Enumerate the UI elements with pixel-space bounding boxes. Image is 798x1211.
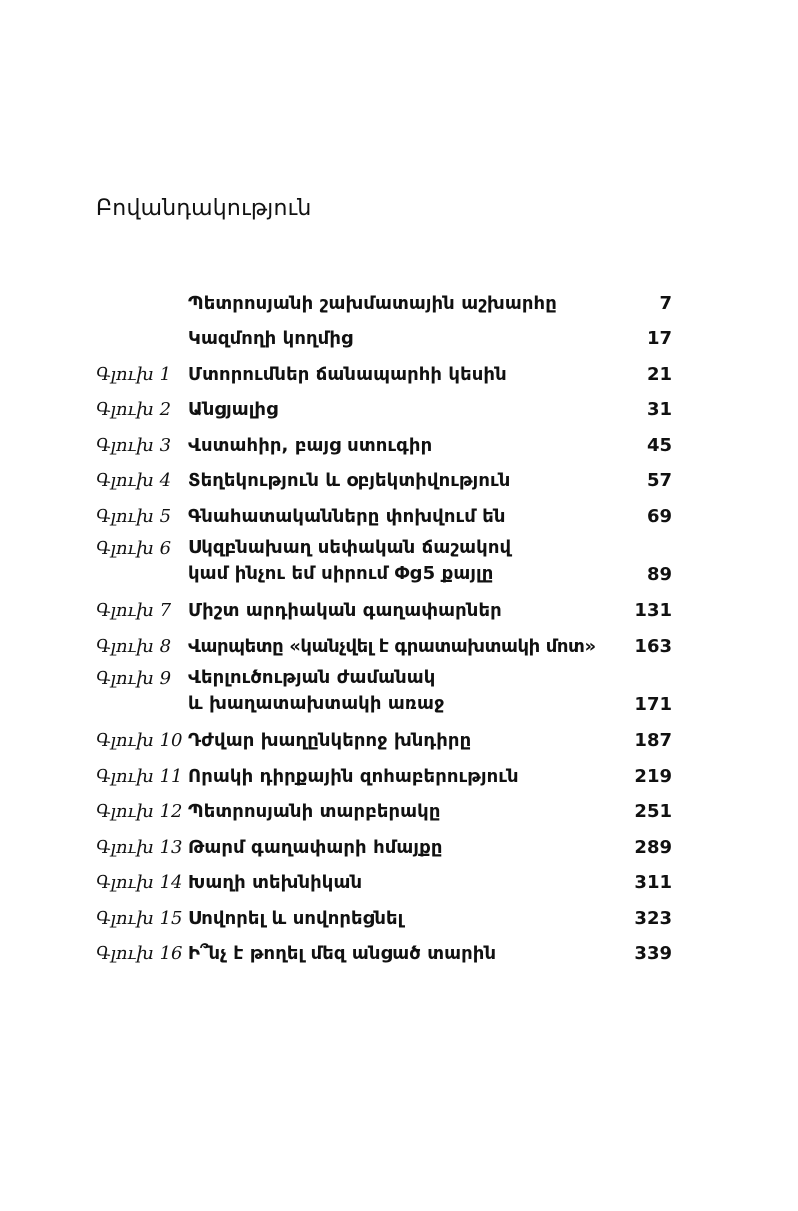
toc-entry[interactable] (96, 935, 672, 971)
entry-title-line: Միշտ արդիական գաղափարներ (188, 600, 502, 621)
page-number: 17 (646, 328, 672, 349)
chapter-label: Գլուխ 9 (96, 667, 172, 689)
entry-title (188, 325, 612, 355)
entry-title (188, 663, 612, 719)
page-number: 131 (634, 600, 672, 621)
chapter-label: Գլուխ 16 (96, 943, 183, 964)
entry-title-line: Վստահիր, բայց ստուգիր (188, 434, 433, 456)
chapter-label: Գլուխ 4 (96, 470, 172, 491)
chapter-label: Գլուխ 7 (96, 600, 172, 621)
toc-entry[interactable] (96, 426, 672, 462)
page-number: 7 (659, 292, 672, 314)
toc-entry[interactable] (96, 355, 672, 391)
entry-title (188, 290, 612, 320)
toc-entry[interactable] (96, 793, 672, 829)
chapter-label: Գլուխ 10 (96, 730, 183, 751)
page-number: 289 (634, 836, 672, 858)
entry-title-line: Թարմ գաղափարի հմայքը (188, 836, 443, 858)
entry-title-line: կամ ինչու եմ սիրում Փg5 քայլը (188, 562, 494, 584)
page-number: 21 (646, 363, 672, 385)
toc-entry[interactable] (96, 462, 672, 498)
page-number: 323 (634, 907, 672, 929)
toc-entry[interactable] (96, 663, 672, 722)
page-number: 89 (646, 563, 672, 585)
entry-title (188, 396, 612, 426)
chapter-label: Գլուխ 14 (96, 872, 183, 893)
chapter-label: Գլուխ 3 (96, 434, 172, 456)
entry-title-line: Դժվար խաղընկերոջ խնդիրը (188, 730, 472, 751)
page-number: 45 (646, 434, 672, 456)
entry-title (188, 597, 612, 627)
entry-title (188, 905, 612, 935)
chapter-label: Գլուխ 1 (96, 363, 172, 385)
chapter-label: Գլուխ 13 (96, 836, 183, 858)
toc-entry[interactable] (96, 757, 672, 793)
page-number: 339 (634, 943, 672, 964)
toc-entry[interactable] (96, 391, 672, 427)
entry-title (188, 633, 612, 663)
entry-title-line: Պետրոսյանի տարբերակը (188, 801, 441, 822)
entry-title (188, 361, 612, 391)
entry-title (188, 432, 612, 462)
chapter-label: Գլուխ 12 (96, 801, 183, 822)
page-number: 311 (634, 872, 672, 893)
page-number: 187 (634, 730, 672, 751)
page-title: Բովանդակություն (96, 196, 312, 221)
toc-entry[interactable] (96, 592, 672, 628)
chapter-label: Գլուխ 11 (96, 765, 183, 787)
entry-title-line: Որակի դիրքային զոհաբերություն (188, 765, 519, 787)
entry-title (188, 533, 612, 589)
toc-entry[interactable] (96, 864, 672, 900)
entry-title (188, 503, 612, 533)
toc-entry[interactable] (96, 828, 672, 864)
entry-title-line: Սովորել և սովորեցնել (188, 907, 404, 929)
page-number: 57 (646, 470, 672, 491)
page-number: 219 (634, 765, 672, 787)
toc-entry[interactable] (96, 899, 672, 935)
entry-title-line: Անցյալից (188, 399, 278, 420)
page-number: 251 (634, 801, 672, 822)
toc-entry[interactable] (96, 497, 672, 533)
chapter-label: Գլուխ 6 (96, 537, 172, 559)
table-of-contents (96, 284, 672, 970)
entry-title-line: Վարպետը «կանչվել է գրատախտակի մոտ» (188, 635, 596, 657)
toc-entry[interactable] (96, 722, 672, 758)
entry-title-line: Սկզբնախաղ սեփական ճաշակով (188, 536, 512, 558)
chapter-label: Գլուխ 5 (96, 505, 172, 527)
chapter-label: Գլուխ 15 (96, 907, 183, 929)
entry-title-line: Մտորումներ ճանապարհի կեսին (188, 363, 507, 385)
page-number: 69 (646, 505, 672, 527)
entry-title-line: Գնահատականները փոխվում են (188, 505, 506, 527)
entry-title-line: Խաղի տեխնիկան (188, 872, 363, 893)
page-number: 163 (634, 635, 672, 657)
entry-title-line: Կազմողի կողմից (188, 328, 353, 349)
entry-title-line: Տեղեկություն և օբյեկտիվություն (188, 470, 511, 491)
entry-title (188, 869, 612, 899)
entry-title-line: Վերլուծության ժամանակ (188, 666, 436, 688)
chapter-label: Գլուխ 2 (96, 399, 172, 420)
entry-title-line: Պետրոսյանի շախմատային աշխարհը (188, 292, 557, 314)
entry-title (188, 940, 612, 970)
chapter-label: Գլուխ 8 (96, 635, 172, 657)
toc-entry[interactable] (96, 533, 672, 592)
entry-title (188, 467, 612, 497)
entry-title (188, 798, 612, 828)
entry-title (188, 763, 612, 793)
toc-entry[interactable] (96, 284, 672, 320)
entry-title (188, 727, 612, 757)
entry-title-line: Ի՞նչ է թողել մեզ անցած տարին (188, 943, 497, 964)
entry-title-line: և խաղատախտակի առաջ (188, 692, 445, 714)
page-number: 31 (646, 399, 672, 420)
page-number: 171 (634, 693, 672, 715)
toc-entry[interactable] (96, 627, 672, 663)
entry-title (188, 834, 612, 864)
toc-entry[interactable] (96, 320, 672, 356)
